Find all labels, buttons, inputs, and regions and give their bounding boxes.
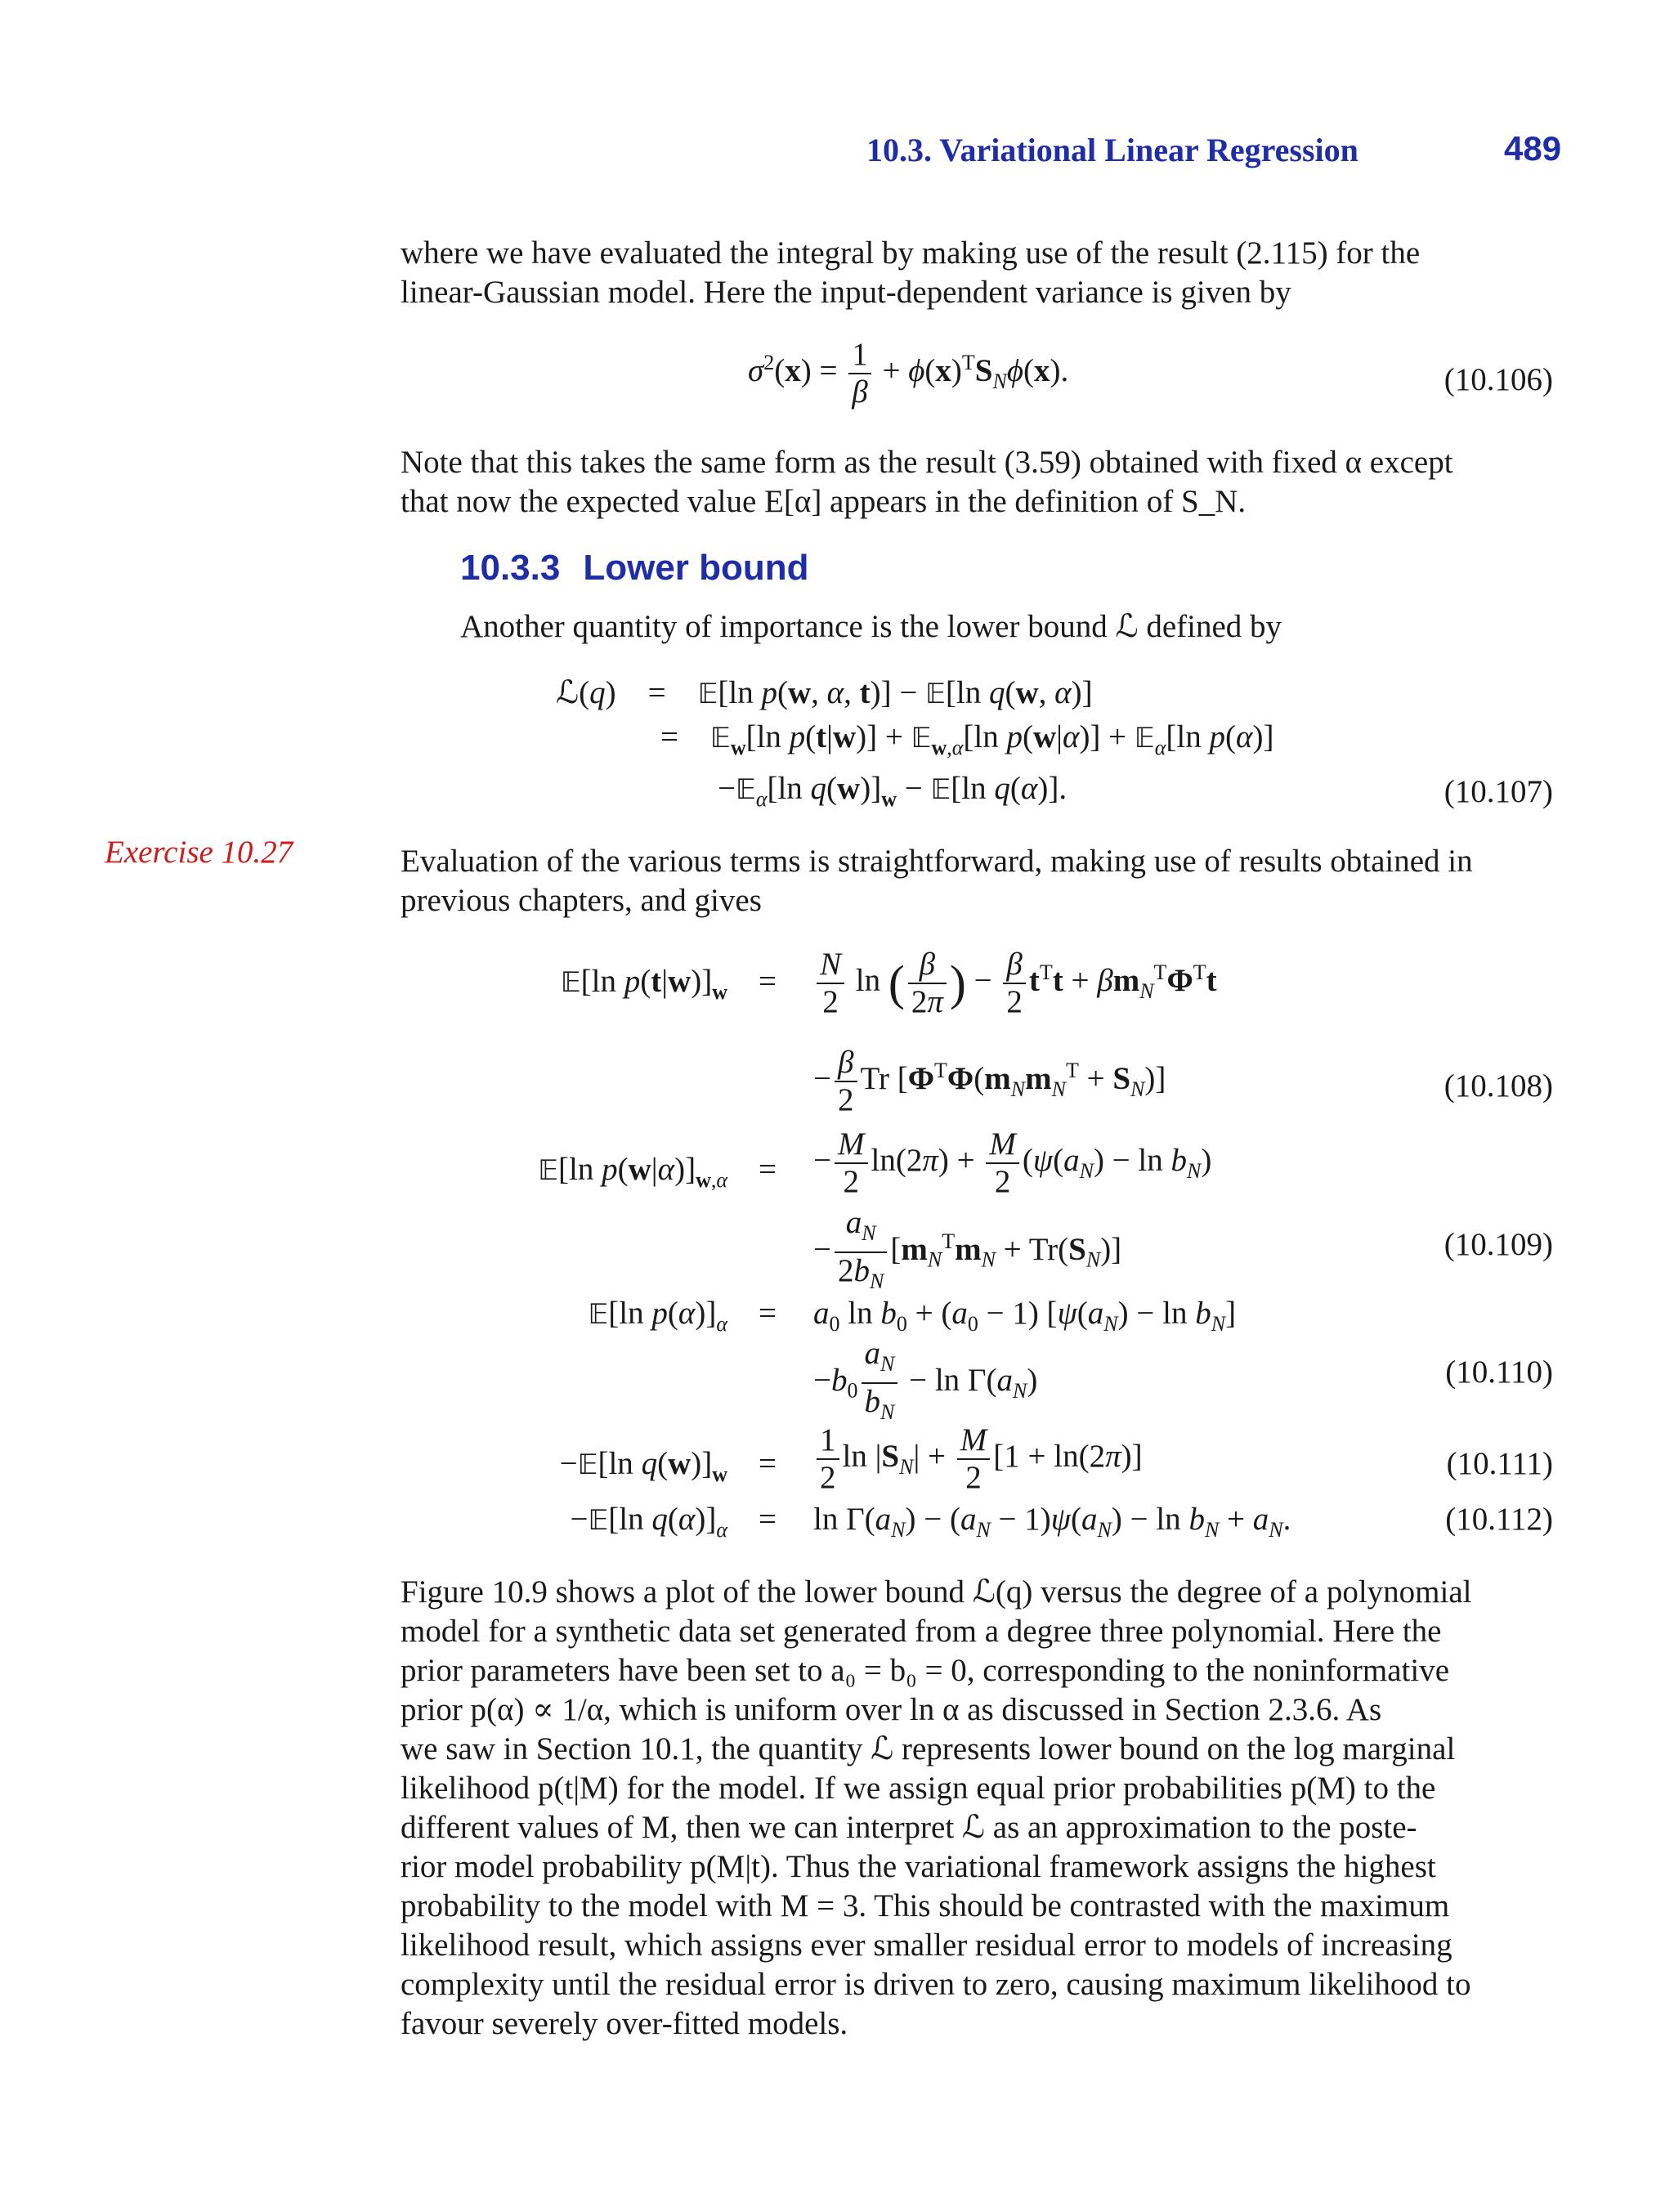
section-number: 10.3.3 — [460, 548, 561, 588]
eq-111-equals: = — [759, 1446, 777, 1481]
equation-10-107-line-2: = 𝔼$_w$[ln p(t|w)] + 𝔼$_{w,\alpha}$[ln p(w|α)] + 𝔼$_\alpha$[ln p(α)] — [660, 719, 1274, 759]
final-paragraph — [401, 1573, 1553, 2044]
eq-108-lhs: 𝔼[ln $p(t|w)]_w$ — [560, 964, 727, 1004]
final-line: complexity until the residual error is driven to zero, causing maximum likelihood to — [401, 1967, 1471, 2002]
running-header-title: 10.3. Variational Linear Regression — [866, 132, 1358, 168]
final-line: prior p(α) ∝ 1/α, which is uniform over ln α as discussed in Section 2.3.6. As — [401, 1692, 1382, 1727]
exercise-reference[interactable]: Exercise 10.27 — [105, 835, 293, 870]
final-line: likelihood result, which assigns ever smaller residual error to models of increasing — [401, 1928, 1452, 1963]
eq-111-lhs: −𝔼[ln $q(w)]_w$ — [559, 1446, 727, 1486]
eq-109-lhs: 𝔼[ln $p(w|\alpha)]_{w,\alpha}$ — [538, 1152, 727, 1192]
final-line: prior parameters have been set to a₀ = b₀ = 0, corresponding to the noninformative — [401, 1653, 1450, 1688]
eq-110-lhs: 𝔼[ln $p(\alpha)]_\alpha$ — [588, 1296, 727, 1336]
eq-108-rhs-1: $\frac{N}{2}$ ln ( $\frac{\beta}{2\pi}$ ) − $\frac{\beta}{2}$ $t^Tt + \beta m_N^T\Phi^Tt$ — [813, 947, 1217, 1020]
equation-number-10-108: (10.108) — [1443, 1068, 1553, 1104]
note-line-2: that now the expected value E[α] appears in the definition of S_N. — [401, 484, 1247, 519]
eq-109-rhs-2: − $\frac{a_N}{2b_N}$ $[m_N^Tm_N + Tr(S_N)]$ — [813, 1205, 1122, 1293]
section-title: Lower bound — [583, 548, 809, 588]
final-line: different values of M, then we can interpret ℒ as an approximation to the poste- — [401, 1810, 1417, 1845]
note-line-1: Note that this takes the same form as the result (3.59) obtained with fixed α except — [401, 445, 1453, 480]
final-line: model for a synthetic data set generated from a degree three polynomial. Here the — [401, 1614, 1442, 1649]
final-line: likelihood p(t|M) for the model. If we assign equal prior probabilities p(M) to the — [401, 1771, 1436, 1806]
eq-110-rhs-2: $-b_0$ $\frac{a_N}{b_N}$ − $\ln \Gamma(a_N)$ — [813, 1336, 1038, 1424]
final-line: favour severely over-fitted models. — [401, 2006, 848, 2041]
final-line: we saw in Section 10.1, the quantity ℒ represents lower bound on the log marginal — [401, 1731, 1456, 1766]
equation-number-10-112: (10.112) — [1445, 1502, 1553, 1537]
final-line: probability to the model with M = 3. This should be contrasted with the maximum — [401, 1888, 1450, 1923]
intro-paragraph — [401, 234, 1553, 312]
lower-bound-intro: Another quantity of importance is the lower bound ℒ defined by — [460, 609, 1282, 644]
eq-112-rhs: $\ln \Gamma(a_N) - (a_N - 1)\psi(a_N) - \ln b_N + a_N$. — [813, 1502, 1291, 1542]
eq-110-equals: = — [759, 1296, 777, 1331]
eq-109-rhs-1: − $\frac{M}{2}$ ln(2π) + $\frac{M}{2}$ $(\psi(a_N) - \ln b_N)$ — [813, 1126, 1212, 1199]
eq-108-equals: = — [759, 964, 777, 999]
equation-number-10-111: (10.111) — [1446, 1446, 1553, 1481]
eq-112-lhs: −𝔼[ln $q(\alpha)]_\alpha$ — [570, 1502, 727, 1542]
eval-line-1: Evaluation of the various terms is straightforward, making use of results obtained in — [401, 844, 1473, 879]
eval-line-2: previous chapters, and gives — [401, 883, 762, 918]
intro-line-2: linear-Gaussian model. Here the input-dependent variance is given by — [401, 275, 1291, 310]
page-number: 489 — [1504, 129, 1562, 168]
equation-10-107-line-3: −𝔼$_\alpha$[ln $q(w)]_w$ − 𝔼[ln q(α)]. — [718, 771, 1068, 811]
equation-10-107-line-1: ℒ(q) = 𝔼[ln p(w, α, t)] − 𝔼[ln q(w, α)] — [556, 675, 1093, 710]
equation-number-10-109: (10.109) — [1443, 1227, 1553, 1262]
eq-108-rhs-2: − $\frac{\beta}{2}$ Tr $[\Phi^T\Phi(m_Nm_N^T + S_N)]$ — [813, 1045, 1166, 1117]
eq-111-rhs: $\frac{1}{2}$ $\ln |S_N|$ + $\frac{M}{2}$ [1 + ln(2π)] — [813, 1422, 1143, 1496]
eq-110-rhs-1: $a_0$ $\ln b_0 + (a_0 - 1) [\psi(a_N) - \ln b_N]$ — [813, 1296, 1237, 1336]
equation-number-10-110: (10.110) — [1445, 1355, 1553, 1390]
final-line: Figure 10.9 shows a plot of the lower bound ℒ(q) versus the degree of a polynomial — [401, 1574, 1472, 1610]
equation-number-10-107: (10.107) — [1443, 774, 1553, 809]
eq-109-equals: = — [759, 1152, 777, 1187]
final-line: rior model probability p(M|t). Thus the variational framework assigns the highest — [401, 1849, 1436, 1884]
eq-112-equals: = — [759, 1502, 777, 1537]
section-heading — [460, 548, 809, 589]
equation-10-106: $\sigma^2(x)$ = $\frac{1}{\beta}$ + $\phi(x)^TS_N\phi(x)$. — [748, 337, 1069, 410]
evaluation-paragraph — [401, 842, 1553, 920]
intro-line-1: where we have evaluated the integral by making use of the result (2.115) for the — [401, 235, 1421, 271]
equation-number-10-106: (10.106) — [1443, 362, 1553, 397]
note-paragraph — [401, 443, 1553, 522]
